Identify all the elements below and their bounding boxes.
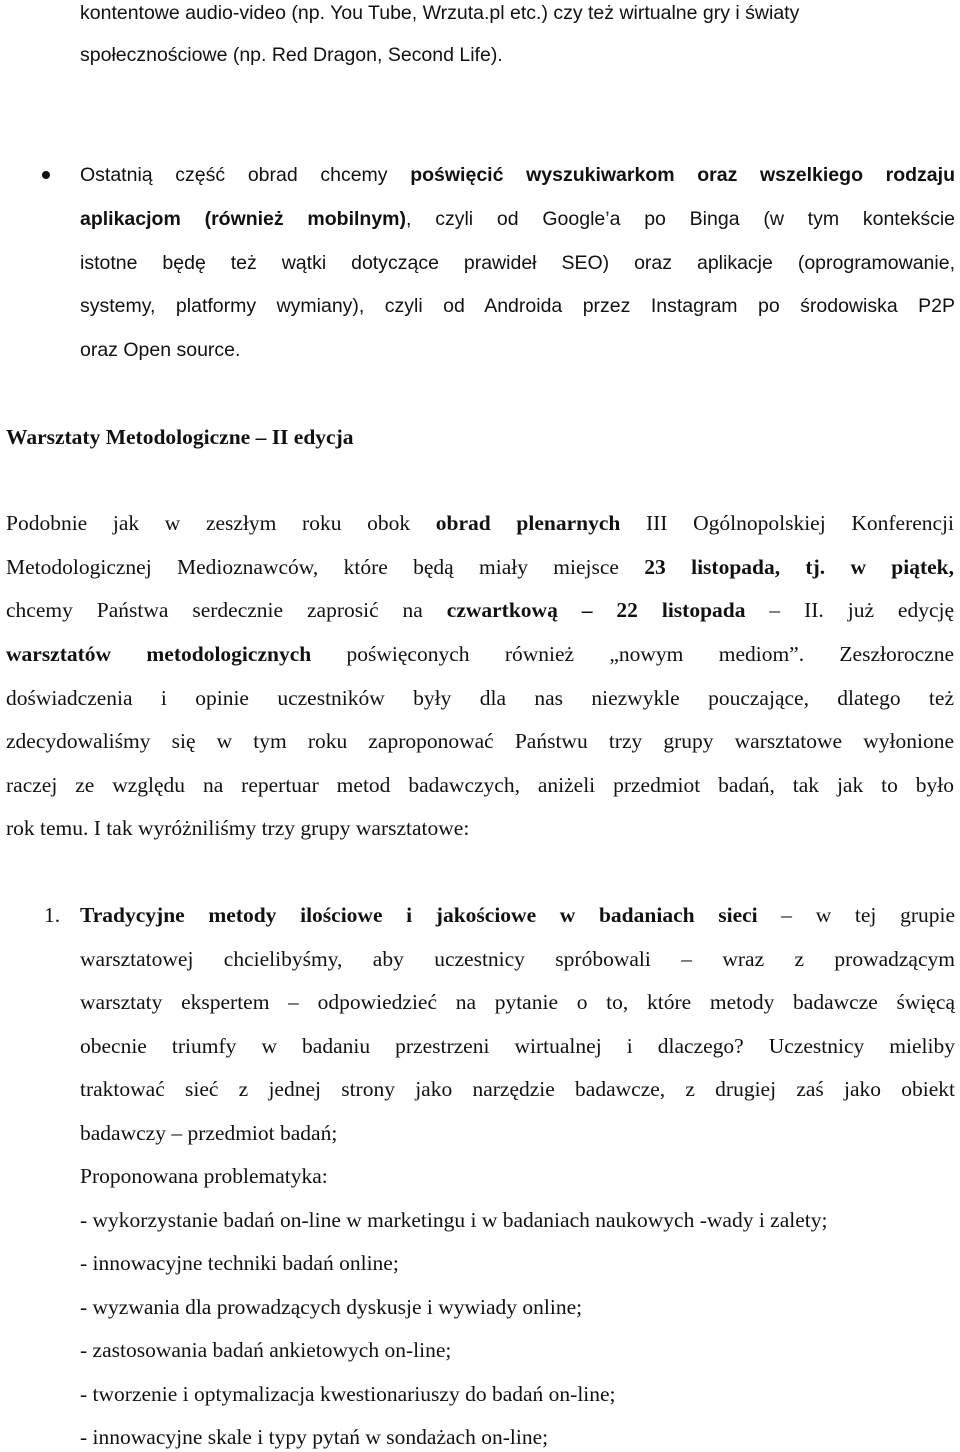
- list-item: - wyzwania dla prowadzących dyskusje i wywiady online;: [80, 1295, 583, 1319]
- list-item: - innowacyjne techniki badań online;: [80, 1251, 399, 1275]
- numbered-line: obecnie triumfy w badaniu przestrzeni wirtualnej i dlaczego? Uczestnicy mieliby: [80, 1034, 955, 1058]
- paragraph-line: raczej ze względu na repertuar metod badawczych, aniżeli przedmiot badań, tak jak to było: [6, 773, 954, 797]
- list-item: - innowacyjne skale i typy pytań w sondażach on-line;: [80, 1425, 549, 1449]
- bullet-line: systemy, platformy wymiany), czyli od Androida przez Instagram po środowiska P2P: [80, 295, 955, 317]
- section-heading: Warsztaty Metodologiczne – II edycja: [6, 425, 354, 449]
- paragraph-line: zdecydowaliśmy się w tym roku zaproponować Państwu trzy grupy warsztatowe wyłonione: [6, 729, 954, 753]
- numbered-line: warsztaty ekspertem – odpowiedzieć na pytanie o to, które metody badawcze święcą: [80, 990, 955, 1014]
- list-item: - wykorzystanie badań on-line w marketingu i w badaniach naukowych -wady i zalety;: [80, 1208, 828, 1232]
- list-item: - tworzenie i optymalizacja kwestionariuszy do badań on-line;: [80, 1382, 616, 1406]
- numbered-line: badawczy – przedmiot badań;: [80, 1121, 338, 1145]
- bullet-icon: [42, 171, 50, 179]
- bullet-line: oraz Open source.: [80, 339, 241, 361]
- bullet-line: aplikacjom (również mobilnym), czyli od Google’a po Binga (w tym kontekście: [80, 208, 955, 230]
- numbered-line: warsztatowej chcielibyśmy, aby uczestnicy spróbowali – wraz z prowadzącym: [80, 947, 955, 971]
- bullet-line: Ostatnią część obrad chcemy poświęcić wyszukiwarkom oraz wszelkiego rodzaju: [80, 164, 955, 186]
- paragraph-line: Podobnie jak w zeszłym roku obok obrad plenarnych III Ogólnopolskiej Konferencji: [6, 511, 955, 535]
- paragraph-line: doświadczenia i opinie uczestników były dla nas niezwykle pouczające, dlatego też: [6, 686, 954, 710]
- list-number: 1.: [44, 903, 61, 927]
- numbered-line: Tradycyjne metody ilościowe i jakościowe w badaniach sieci – w tej grupie: [80, 903, 955, 927]
- paragraph-line: Metodologicznej Medioznawców, które będą miały miejsce 23 listopada, tj. w piątek,: [6, 555, 954, 579]
- intro-line: kontentowe audio-video (np. You Tube, Wrzuta.pl etc.) czy też wirtualne gry i światy: [80, 2, 800, 24]
- paragraph-line: rok temu. I tak wyróżniliśmy trzy grupy warsztatowe:: [6, 816, 470, 840]
- bullet-line: istotne będę też wątki dotyczące prawideł SEO) oraz aplikacje (oprogramowanie,: [80, 252, 955, 274]
- numbered-line: traktować sieć z jednej strony jako narzędzie badawcze, z drugiej zaś jako obiekt: [80, 1077, 955, 1101]
- intro-line: społecznościowe (np. Red Dragon, Second Life).: [80, 44, 503, 66]
- list-item: - zastosowania badań ankietowych on-line;: [80, 1338, 452, 1362]
- paragraph-line: chcemy Państwa serdecznie zaprosić na czwartkową – 22 listopada – II. już edycję: [6, 598, 955, 622]
- paragraph-line: warsztatów metodologicznych poświęconych również „nowym mediom”. Zeszłoroczne: [6, 642, 954, 666]
- subheading: Proponowana problematyka:: [80, 1164, 328, 1188]
